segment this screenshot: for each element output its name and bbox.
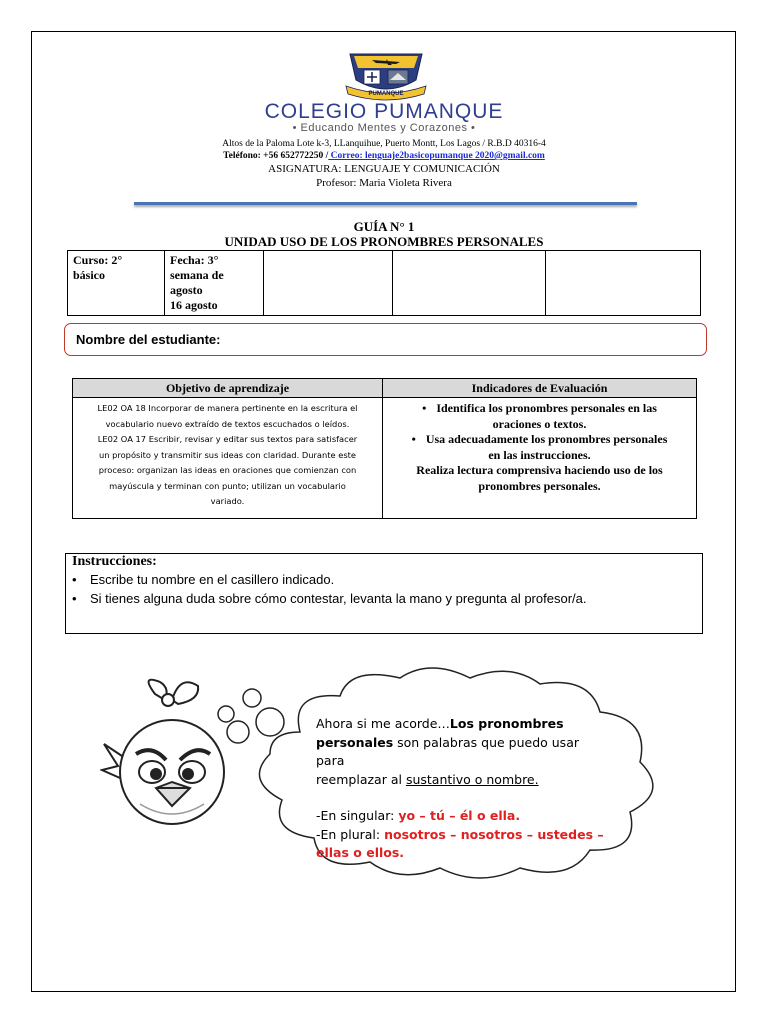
- unit-title: UNIDAD USO DE LOS PRONOMBRES PERSONALES: [224, 234, 544, 249]
- plural-line-continued: ellas o ellos.: [316, 845, 405, 860]
- cloud-line: Ahora si me acorde…Los pronombres: [316, 716, 564, 731]
- bullet-icon: •: [72, 572, 77, 587]
- objective-line: mayúscula y terminan con punto; utilizan un vocabulario: [109, 480, 346, 491]
- email-link[interactable]: Correo: lenguaje2basicopumanque 2020@gmail.com: [328, 151, 545, 161]
- objective-header: Objetivo de aprendizaje: [73, 379, 383, 398]
- instructions-title: Instrucciones:: [72, 554, 157, 569]
- angry-bird-illustration: [100, 674, 250, 834]
- objective-line: variado.: [210, 496, 245, 506]
- plural-line: -En plural: nosotros – nosotros – ustedes –: [316, 826, 604, 842]
- course-cell: Curso: 2° básico: [68, 251, 165, 316]
- date-cell: Fecha: 3° semana de agosto 16 agosto: [165, 251, 264, 316]
- cloud-line: reemplazar al sustantivo o nombre.: [316, 771, 539, 787]
- bullet-icon: •: [72, 591, 77, 606]
- indicators-cell: • Identifica los pronombres personales en las oraciones o textos. • Usa adecuadamente los pronombres personales en las instrucciones. Realiza lectura comprensiva haciendo uso de los pronombres personales.: [383, 398, 697, 519]
- indicator-item: • Identifica los pronombres personales en las: [422, 401, 657, 415]
- student-name-label: Nombre del estudiante:: [76, 332, 221, 347]
- phone-text: Teléfono: +56 652772250 /: [223, 151, 329, 161]
- school-name: COLEGIO PUMANQUE: [264, 100, 504, 123]
- objective-line: proceso: organizan las ideas en oraciones que comienzan con: [98, 465, 357, 475]
- subject-line: ASIGNATURA: LENGUAJE Y COMUNICACIÓN: [268, 163, 500, 175]
- empty-cell[interactable]: [393, 251, 546, 316]
- indicator-item: Realiza lectura comprensiva haciendo uso de los: [416, 463, 663, 477]
- guide-title: GUÍA N° 1: [353, 219, 415, 234]
- school-motto: • Educando Mentes y Corazones •: [292, 122, 476, 134]
- bullet-icon: •: [422, 401, 427, 415]
- school-crest-logo: [342, 50, 430, 102]
- student-name-field[interactable]: [64, 323, 707, 356]
- objectives-table: [72, 378, 697, 519]
- course-info-table: [67, 250, 701, 316]
- school-address: Altos de la Paloma Lote k-3, LLanquihue, Puerto Montt, Los Lagos / R.B.D 40316-4: [222, 139, 546, 149]
- objective-line: LE02 OA 17 Escribir, revisar y editar sus textos para satisfacer: [97, 434, 358, 444]
- instruction-item: • Escribe tu nombre en el casillero indicado.: [72, 572, 335, 587]
- indicator-item: • Usa adecuadamente los pronombres personales: [411, 432, 668, 446]
- empty-cell[interactable]: [546, 251, 701, 316]
- objective-line: un propósito y transmitir sus ideas con claridad. Durante este: [98, 449, 357, 460]
- header-separator: [134, 202, 637, 205]
- objective-line: LE02 OA 18 Incorporar de manera pertinente en la escritura el: [97, 403, 358, 413]
- singular-line: -En singular: yo – tú – él o ella.: [316, 808, 521, 823]
- empty-cell[interactable]: [264, 251, 393, 316]
- instructions-box: [65, 553, 703, 634]
- teacher-line: Profesor: Maria Violeta Rivera: [316, 177, 452, 189]
- svg-text:PUMANQUE: PUMANQUE: [368, 91, 404, 97]
- indicators-header: Indicadores de Evaluación: [383, 379, 697, 398]
- objective-cell: [73, 398, 383, 519]
- objective-line: vocabulario nuevo extraído de textos escuchados o leídos.: [105, 418, 350, 429]
- cloud-line: personales son palabras que puedo usar para: [316, 734, 579, 768]
- bullet-icon: •: [411, 432, 416, 446]
- cloud-text: [316, 715, 606, 863]
- school-contact: [0, 151, 768, 161]
- instruction-item: • Si tienes alguna duda sobre cómo contestar, levanta la mano y pregunta al profesor/a.: [72, 591, 587, 606]
